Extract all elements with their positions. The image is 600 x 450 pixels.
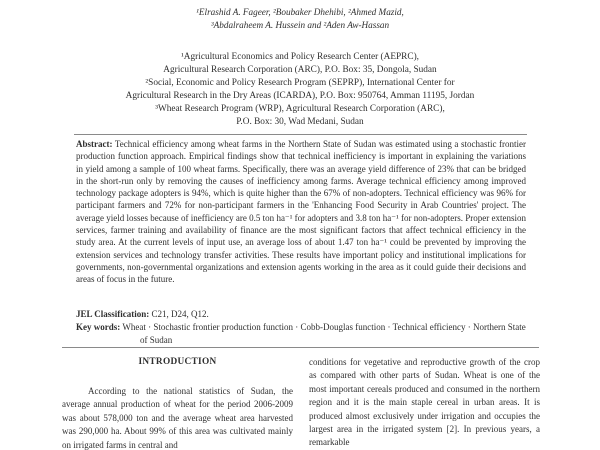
affiliations-block [0, 51, 600, 129]
divider-above-abstract [74, 134, 527, 135]
left-column [62, 356, 293, 450]
affiliation-line: Agricultural Research Corporation (ARC), P.O. Box: 35, Dongola, Sudan [163, 65, 437, 75]
introduction-heading: INTRODUCTION [138, 357, 217, 367]
affiliation-line: ¹Agricultural Economics and Policy Research Center (AEPRC), [181, 52, 419, 62]
body-columns [62, 356, 540, 450]
affiliation-line: P.O. Box: 30, Wad Medani, Sudan [236, 117, 364, 127]
jel-label: JEL Classification: [76, 309, 150, 319]
abstract-label: Abstract: [76, 139, 113, 149]
author-block [0, 6, 600, 32]
abstract-text: Technical efficiency among wheat farms in the Northern State of Sudan was estimated using a stochastic frontier production function approach. Empirical findings show that technical inefficiency is important in explaining the variations in yield among a sample of 100 wheat farms. Specifically, there was an average yield difference of 23% that can be bridged in the short-run only by removing the causes of inefficiency among farms. Average technical efficiency among improved technology package adopters is 94%, which is quite higher than the 67% of non-adopters. Technical efficiency was 96% for participant farmers and 72% for non-participant farmers in the 'Enhancing Food Security in Arab Countries' project. The average yield losses because of inefficiency are 0.5 ton ha⁻¹ for adopters and 3.8 ton ha⁻¹ for non-adopters. Proper extension services, farmer training and availability of finance are the most significant factors that affect technical efficiency in the study area. At the current levels of input use, an average loss of about 1.47 ton ha⁻¹ could be prevented by improving the extension services and technology transfer activities. These results have important policy and institutional implications for governments, non-governmental organizations and extension agents working in the area as it could guide their decisions and areas of focus in the future. [76, 139, 526, 285]
affiliation-line: ²Social, Economic and Policy Research Program (SEPRP), International Center for [145, 78, 455, 88]
authors-line-1: ¹Elrashid A. Fageer, ²Boubaker Dhehibi, ²Ahmed Mazid, [196, 7, 404, 17]
keywords-label: Key words: [76, 322, 121, 332]
affiliation-line: ³Wheat Research Program (WRP), Agricultural Research Corporation (ARC), [155, 104, 445, 114]
affiliation-line: Agricultural Research in the Dry Areas (ICARDA), P.O. Box: 950764, Amman 11195, Jordan [125, 91, 475, 101]
keywords-value: Wheat · Stochastic frontier production function · Cobb-Douglas function · Technical efficiency · Northern State of Sudan [122, 322, 526, 345]
abstract-section [76, 138, 526, 286]
introduction-paragraph-left: According to the national statistics of Sudan, the average annual production of wheat for the period 2006-2009 was about 578,000 ton and the average wheat area harvested was 290,000 ha. About 99% of this area was cultivated mainly on irrigated farms in central and [62, 386, 293, 450]
divider-below-keywords [62, 347, 539, 348]
jel-value: C21, D24, Q12. [151, 309, 209, 319]
authors-line-2: ³Abdalraheem A. Hussein and ²Aden Aw-Hassan [210, 20, 390, 30]
keywords-section [76, 321, 526, 347]
jel-classification [76, 308, 526, 321]
introduction-paragraph-right: conditions for vegetative and reproductive growth of the crop as compared with other parts of Sudan. Wheat is one of the most important cereals produced and consumed in the northern region and it is the main staple cereal in urban areas. It is produced almost exclusively under irrigation and occupies the largest area in the irrigated system [2]. In previous years, a remarkable [309, 357, 540, 448]
right-column [309, 356, 540, 450]
